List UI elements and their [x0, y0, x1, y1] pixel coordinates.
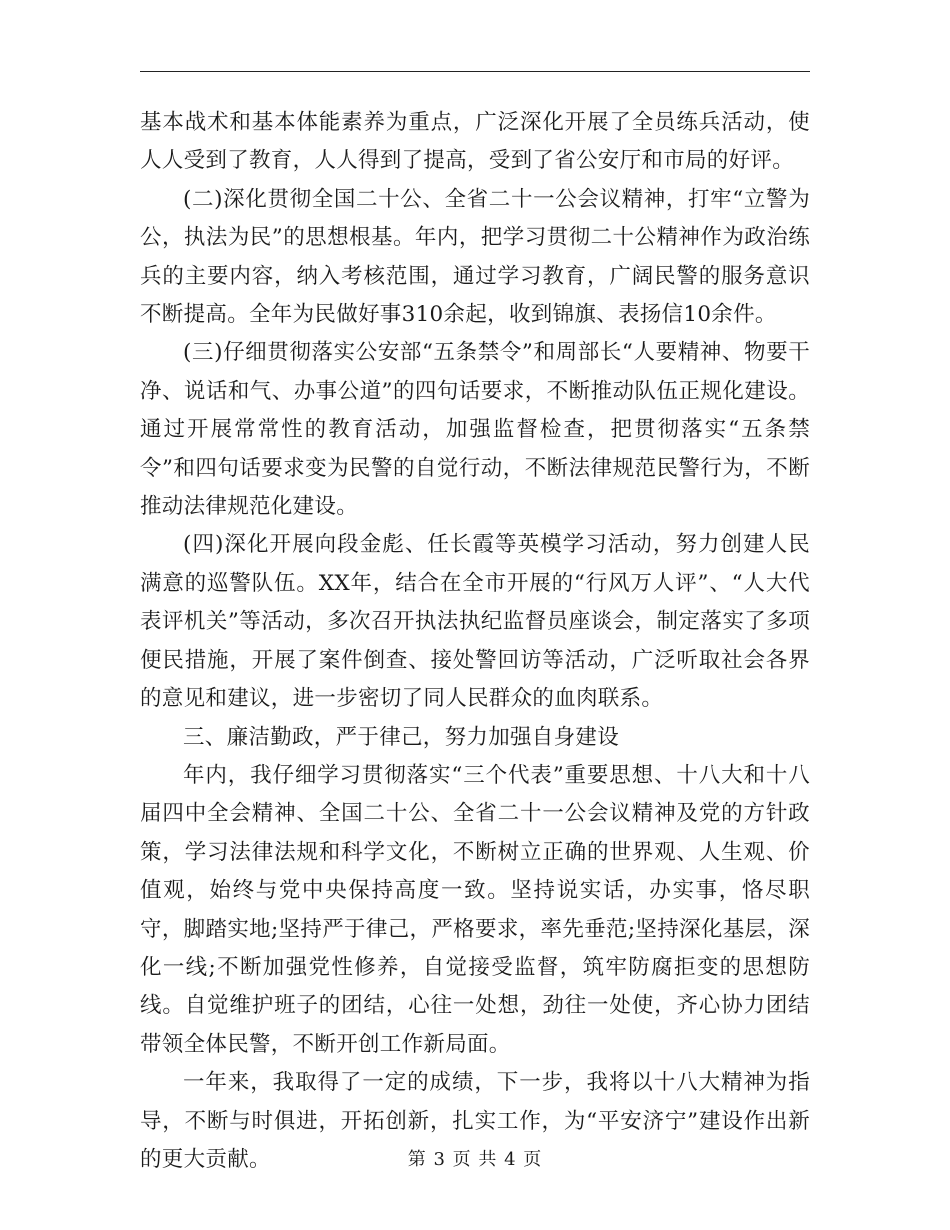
paragraph-4: (四)深化开展向段金彪、任长霞等英模学习活动，努力创建人民满意的巡警队伍。XX年，结合在全市开展的“行风万人评”、“人大代表评机关”等活动，多次召开执法执纪监督员座谈会，制定落实了多项便民措施，开展了案件倒查、接处警回访等活动，广泛听取社会各界的意见和建议，进一步密切了同人民群众的血肉联系。 — [140, 532, 810, 712]
section-heading: 三、廉洁勤政，严于律己，努力加强自身建设 — [183, 724, 620, 750]
paragraph-6: 一年来，我取得了一定的成绩，下一步，我将以十八大精神为指导，不断与时俱进，开拓创新，扎实工作，为“平安济宁”建设作出新的更大贡献。 — [140, 1070, 810, 1172]
page-number-footer: 第 3 页 共 4 页 — [407, 1149, 543, 1170]
paragraph-2: (二)深化贯彻全国二十公、全省二十一公会议精神，打牢“立警为公，执法为民”的思想根基。年内，把学习贯彻二十公精神作为政治练兵的主要内容，纳入考核范围，通过学习教育，广阔民警的服务意识不断提高。全年为民做好事310余起，收到锦旗、表扬信10余件。 — [140, 186, 810, 328]
document-body — [140, 104, 810, 1179]
paragraph-3: (三)仔细贯彻落实公安部“五条禁令”和周部长“人要精神、物要干净、说话和气、办事公道”的四句话要求，不断推动队伍正规化建设。通过开展常常性的教育活动，加强监督检查，把贯彻落实“五条禁令”和四句话要求变为民警的自觉行动，不断法律规范民警行为，不断推动法律规范化建设。 — [140, 340, 810, 520]
paragraph-1: 基本战术和基本体能素养为重点，广泛深化开展了全员练兵活动，使人人受到了教育，人人得到了提高，受到了省公安厅和市局的好评。 — [140, 110, 810, 174]
header-rule — [140, 71, 810, 72]
paragraph-5: 年内，我仔细学习贯彻落实“三个代表”重要思想、十八大和十八届四中全会精神、全国二十公、全省二十一公会议精神及党的方针政策，学习法律法规和科学文化，不断树立正确的世界观、人生观、价值观，始终与党中央保持高度一致。坚持说实话，办实事，恪尽职守，脚踏实地;坚持严于律己，严格要求，率先垂范;坚持深化基层，深化一线;不断加强党性修养，自觉接受监督，筑牢防腐拒变的思想防线。自觉维护班子的团结，心往一处想，劲往一处使，齐心协力团结带领全体民警，不断开创工作新局面。 — [140, 762, 810, 1057]
